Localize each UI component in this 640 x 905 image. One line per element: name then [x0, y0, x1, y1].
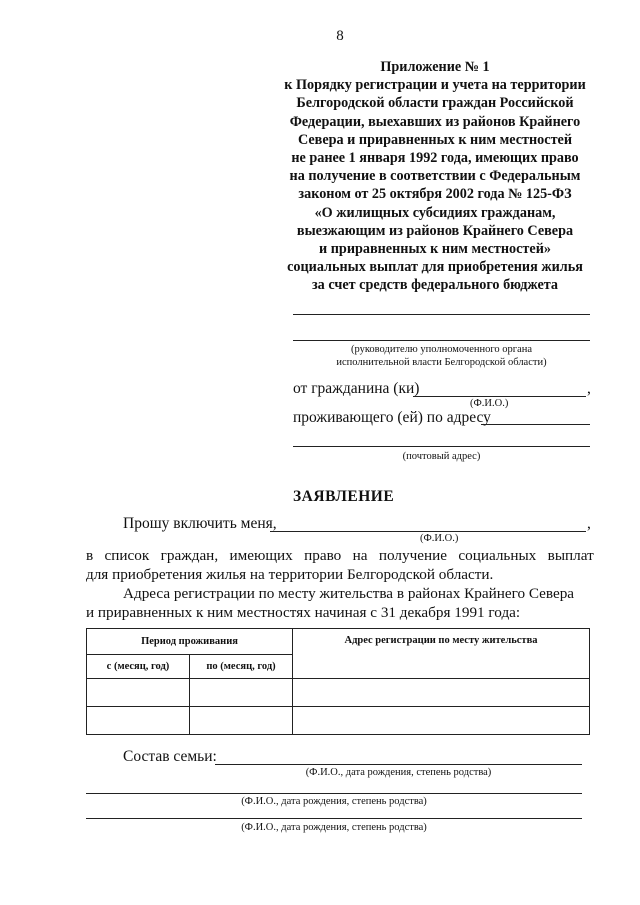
family-member-field-3[interactable]	[86, 818, 582, 819]
addressee-line-1[interactable]	[293, 314, 590, 315]
residing-label: проживающего (ей) по адресу	[293, 409, 491, 426]
family-hint-2: (Ф.И.О., дата рождения, степень родства)	[241, 796, 427, 807]
appendix-line: Белгородской области граждан Российской	[296, 95, 574, 112]
from-citizen-comma: ,	[587, 380, 591, 397]
family-member-field-2[interactable]	[86, 793, 582, 794]
appendix-line: к Порядку регистрации и учета на территории	[284, 77, 586, 94]
period-header: Период проживания	[87, 629, 293, 655]
page-number: 8	[336, 28, 344, 44]
appendix-line: законом от 25 октября 2002 года № 125-ФЗ	[298, 186, 572, 203]
appendix-line: выезжающим из районов Крайнего Севера	[296, 222, 574, 239]
family-member-field-1[interactable]	[215, 764, 582, 765]
appendix-line: не ранее 1 января 1992 года, имеющих право	[291, 150, 579, 167]
address-cell[interactable]	[293, 679, 590, 707]
from-date-header: с (месяц, год)	[87, 655, 190, 679]
from-citizen-field[interactable]	[413, 396, 586, 397]
family-hint-3: (Ф.И.О., дата рождения, степень родства)	[241, 822, 427, 833]
document-title: ЗАЯВЛЕНИЕ	[293, 488, 395, 505]
family-hint-1: (Ф.И.О., дата рождения, степень родства)	[305, 767, 492, 778]
from-fio-hint: (Ф.И.О.)	[470, 398, 509, 409]
address-cell[interactable]	[293, 707, 590, 735]
addressee-hint-1: (руководителю уполномоченного органа	[350, 344, 533, 355]
appendix-line: социальных выплат для приобретения жилья	[287, 259, 583, 276]
family-label: Состав семьи:	[123, 748, 217, 765]
address-para-line-1: Адреса регистрации по месту жительства в районах Крайнего Севера	[123, 585, 575, 602]
request-label: Прошу включить меня,	[123, 515, 277, 532]
registration-table	[86, 628, 590, 735]
appendix-line: за счет средств федерального бюджета	[311, 277, 559, 294]
postal-address-hint: (почтовый адрес)	[402, 451, 481, 462]
request-fio-hint: (Ф.И.О.)	[420, 533, 459, 544]
appendix-line: Приложение № 1	[380, 59, 490, 75]
appendix-line: Севера и приравненных к ним местностей	[297, 131, 573, 148]
request-comma: ,	[587, 515, 591, 532]
to-date-header: по (месяц, год)	[190, 655, 293, 679]
from-date-cell[interactable]	[87, 707, 190, 735]
addressee-hint-2: исполнительной власти Белгородской области)	[336, 357, 547, 368]
table-row	[87, 707, 590, 735]
to-date-cell[interactable]	[190, 679, 293, 707]
residing-address-field[interactable]	[481, 424, 590, 425]
addressee-line-2[interactable]	[293, 340, 590, 341]
from-citizen-label: от гражданина (ки)	[293, 380, 420, 397]
request-fio-field[interactable]	[270, 531, 586, 532]
appendix-line: и приравненных к ним местностей»	[319, 241, 551, 258]
appendix-line: Федерации, выехавших из районов Крайнего	[289, 113, 581, 130]
appendix-line: на получение в соответствии с Федеральным	[289, 168, 581, 185]
table-row	[87, 679, 590, 707]
postal-address-field[interactable]	[293, 446, 590, 447]
from-date-cell[interactable]	[87, 679, 190, 707]
to-date-cell[interactable]	[190, 707, 293, 735]
address-header: Адрес регистрации по месту жительства	[293, 629, 590, 679]
appendix-line: «О жилищных субсидиях гражданам,	[314, 204, 556, 221]
appendix-header	[272, 58, 598, 295]
request-text-line-2: в список граждан, имеющих право на получение социальных выплат	[86, 547, 594, 564]
address-para-line-2: и приравненных к ним местностях начиная с 31 декабря 1991 года:	[86, 604, 521, 621]
request-text-line-3: для приобретения жилья на территории Белгородской области.	[86, 566, 494, 583]
